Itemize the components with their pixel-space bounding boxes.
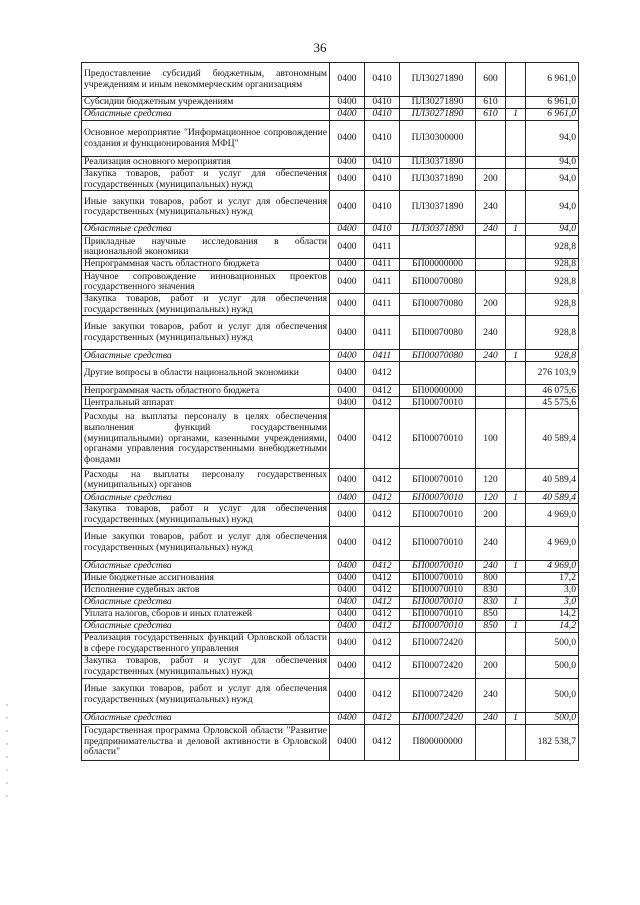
row-funding-source: 1	[506, 596, 526, 608]
row-amount: 94,0	[526, 224, 579, 236]
row-name: Субсидии бюджетным учреждениям	[82, 97, 330, 109]
row-funding-source	[506, 572, 526, 584]
table-row	[82, 492, 579, 504]
row-section-code: 0400	[330, 678, 365, 712]
row-subsection-code: 0411	[365, 259, 400, 271]
row-funding-source	[506, 608, 526, 620]
row-expense-type: 830	[476, 596, 506, 608]
row-amount: 4 969,0	[526, 504, 579, 526]
row-subsection-code: 0410	[365, 63, 400, 97]
row-expense-type: 800	[476, 572, 506, 584]
table-row	[82, 109, 579, 121]
row-expense-type: 100	[476, 409, 506, 469]
row-expense-type	[476, 362, 506, 385]
row-expense-type: 240	[476, 224, 506, 236]
row-name: Иные закупки товаров, работ и услуг для обеспечения государственных (муниципальных) нужд	[82, 526, 330, 560]
row-expense-type: 200	[476, 169, 506, 191]
table-row	[82, 350, 579, 362]
row-expense-type: 600	[476, 63, 506, 97]
row-subsection-code: 0411	[365, 271, 400, 294]
row-name: Областные средства	[82, 620, 330, 632]
row-section-code: 0400	[330, 526, 365, 560]
row-section-code: 0400	[330, 608, 365, 620]
row-section-code: 0400	[330, 397, 365, 409]
row-subsection-code: 0412	[365, 620, 400, 632]
row-funding-source	[506, 63, 526, 97]
row-name: Областные средства	[82, 492, 330, 504]
row-name: Закупка товаров, работ и услуг для обеспечения государственных (муниципальных) нужд	[82, 169, 330, 191]
row-target-article: БП00072420	[400, 712, 476, 724]
row-subsection-code: 0412	[365, 492, 400, 504]
row-section-code: 0400	[330, 259, 365, 271]
row-funding-source	[506, 191, 526, 224]
row-target-article: БП00072420	[400, 678, 476, 712]
table-row	[82, 169, 579, 191]
row-name: Иные закупки товаров, работ и услуг для обеспечения государственных (муниципальных) нужд	[82, 191, 330, 224]
row-name: Областные средства	[82, 350, 330, 362]
row-funding-source	[506, 409, 526, 469]
row-amount: 14,2	[526, 608, 579, 620]
table-row	[82, 724, 579, 760]
row-expense-type: 850	[476, 620, 506, 632]
row-amount: 276 103,9	[526, 362, 579, 385]
row-expense-type: 240	[476, 678, 506, 712]
row-funding-source	[506, 678, 526, 712]
row-amount: 500,0	[526, 655, 579, 678]
row-subsection-code: 0412	[365, 572, 400, 584]
row-section-code: 0400	[330, 362, 365, 385]
row-expense-type	[476, 259, 506, 271]
row-funding-source: 1	[506, 224, 526, 236]
row-section-code: 0400	[330, 492, 365, 504]
row-name: Непрограммная часть областного бюджета	[82, 385, 330, 397]
row-funding-source	[506, 259, 526, 271]
row-subsection-code: 0412	[365, 724, 400, 760]
row-section-code: 0400	[330, 294, 365, 316]
table-row	[82, 63, 579, 97]
row-name: Предоставление субсидий бюджетным, автономным учреждениям и иным некоммерческим организациям	[82, 63, 330, 97]
row-subsection-code: 0410	[365, 121, 400, 157]
row-amount: 94,0	[526, 191, 579, 224]
row-funding-source: 1	[506, 620, 526, 632]
row-expense-type: 200	[476, 504, 506, 526]
row-subsection-code: 0412	[365, 504, 400, 526]
row-funding-source: 1	[506, 350, 526, 362]
row-funding-source	[506, 584, 526, 596]
row-name: Областные средства	[82, 596, 330, 608]
row-expense-type: 120	[476, 469, 506, 492]
row-funding-source	[506, 169, 526, 191]
row-target-article: БП00070080	[400, 271, 476, 294]
row-expense-type: 240	[476, 712, 506, 724]
row-amount: 46 075,6	[526, 385, 579, 397]
row-expense-type: 850	[476, 608, 506, 620]
row-funding-source: 1	[506, 712, 526, 724]
row-expense-type	[476, 397, 506, 409]
row-target-article: БП00070010	[400, 504, 476, 526]
row-name: Областные средства	[82, 109, 330, 121]
row-name: Основное мероприятие "Информационное сопровождение создания и функционирования МФЦ"	[82, 121, 330, 157]
row-section-code: 0400	[330, 632, 365, 655]
row-expense-type: 200	[476, 294, 506, 316]
row-amount: 500,0	[526, 678, 579, 712]
row-section-code: 0400	[330, 584, 365, 596]
row-expense-type	[476, 724, 506, 760]
table-row	[82, 409, 579, 469]
row-amount: 928,8	[526, 236, 579, 259]
row-target-article: ПЛ30371890	[400, 224, 476, 236]
row-subsection-code: 0411	[365, 236, 400, 259]
row-section-code: 0400	[330, 385, 365, 397]
row-section-code: 0400	[330, 157, 365, 169]
row-target-article: ПЛ30371890	[400, 191, 476, 224]
row-name: Областные средства	[82, 712, 330, 724]
row-funding-source	[506, 316, 526, 350]
row-subsection-code: 0412	[365, 584, 400, 596]
table-row	[82, 526, 579, 560]
row-expense-type: 240	[476, 316, 506, 350]
table-row	[82, 236, 579, 259]
row-funding-source	[506, 294, 526, 316]
budget-table	[81, 62, 579, 761]
row-amount: 4 969,0	[526, 560, 579, 572]
row-name: Закупка товаров, работ и услуг для обеспечения государственных (муниципальных) нужд	[82, 504, 330, 526]
row-expense-type: 240	[476, 191, 506, 224]
row-target-article: БП00070010	[400, 526, 476, 560]
row-expense-type: 610	[476, 109, 506, 121]
row-subsection-code: 0410	[365, 191, 400, 224]
row-subsection-code: 0410	[365, 109, 400, 121]
budget-table-body	[82, 63, 579, 761]
table-row	[82, 620, 579, 632]
row-name: Исполнение судебных актов	[82, 584, 330, 596]
row-target-article: ПЛ30271890	[400, 97, 476, 109]
row-name: Уплата налогов, сборов и иных платежей	[82, 608, 330, 620]
row-subsection-code: 0412	[365, 409, 400, 469]
row-name: Областные средства	[82, 224, 330, 236]
row-funding-source	[506, 504, 526, 526]
row-section-code: 0400	[330, 724, 365, 760]
row-amount: 182 538,7	[526, 724, 579, 760]
row-target-article: БП00070010	[400, 560, 476, 572]
row-name: Центральный аппарат	[82, 397, 330, 409]
row-amount: 6 961,0	[526, 109, 579, 121]
row-name: Иные закупки товаров, работ и услуг для обеспечения государственных (муниципальных) нужд	[82, 316, 330, 350]
row-name: Расходы на выплаты персоналу государственных (муниципальных) органов	[82, 469, 330, 492]
row-section-code: 0400	[330, 504, 365, 526]
row-target-article: БП00070010	[400, 469, 476, 492]
row-amount: 3,0	[526, 596, 579, 608]
row-section-code: 0400	[330, 350, 365, 362]
row-amount: 928,8	[526, 350, 579, 362]
table-row	[82, 560, 579, 572]
row-section-code: 0400	[330, 97, 365, 109]
row-section-code: 0400	[330, 409, 365, 469]
row-subsection-code: 0412	[365, 397, 400, 409]
row-target-article: БП00070010	[400, 620, 476, 632]
row-amount: 3,0	[526, 584, 579, 596]
table-row	[82, 712, 579, 724]
row-funding-source	[506, 655, 526, 678]
row-subsection-code: 0410	[365, 97, 400, 109]
row-expense-type: 240	[476, 526, 506, 560]
table-row	[82, 362, 579, 385]
row-subsection-code: 0411	[365, 294, 400, 316]
table-row	[82, 294, 579, 316]
table-row	[82, 271, 579, 294]
table-row	[82, 259, 579, 271]
row-name: Реализация государственных функций Орловской области в сфере государственного управления	[82, 632, 330, 655]
row-subsection-code: 0412	[365, 655, 400, 678]
row-subsection-code: 0411	[365, 316, 400, 350]
row-expense-type	[476, 385, 506, 397]
table-row	[82, 655, 579, 678]
row-expense-type: 610	[476, 97, 506, 109]
row-subsection-code: 0412	[365, 678, 400, 712]
table-row	[82, 678, 579, 712]
row-target-article: БП00070080	[400, 294, 476, 316]
row-amount: 6 961,0	[526, 97, 579, 109]
row-section-code: 0400	[330, 236, 365, 259]
row-funding-source	[506, 632, 526, 655]
row-target-article: БП00070080	[400, 316, 476, 350]
row-target-article: БП00072420	[400, 655, 476, 678]
row-section-code: 0400	[330, 572, 365, 584]
row-section-code: 0400	[330, 224, 365, 236]
row-amount: 928,8	[526, 271, 579, 294]
table-row	[82, 632, 579, 655]
row-subsection-code: 0411	[365, 350, 400, 362]
row-expense-type: 240	[476, 350, 506, 362]
table-row	[82, 97, 579, 109]
row-name: Закупка товаров, работ и услуг для обеспечения государственных (муниципальных) нужд	[82, 655, 330, 678]
row-section-code: 0400	[330, 63, 365, 97]
row-subsection-code: 0412	[365, 385, 400, 397]
row-amount: 500,0	[526, 712, 579, 724]
row-amount: 94,0	[526, 121, 579, 157]
row-section-code: 0400	[330, 271, 365, 294]
row-name: Прикладные научные исследования в области национальной экономики	[82, 236, 330, 259]
row-name: Другие вопросы в области национальной экономики	[82, 362, 330, 385]
row-section-code: 0400	[330, 712, 365, 724]
row-target-article: П800000000	[400, 724, 476, 760]
row-subsection-code: 0412	[365, 560, 400, 572]
row-amount: 14,2	[526, 620, 579, 632]
row-name: Расходы на выплаты персоналу в целях обеспечения выполнения функций государственными (муниципальными) органами, казенными учреждениями, органами управления государственными внебюджетными фондами	[82, 409, 330, 469]
row-target-article: БП00072420	[400, 632, 476, 655]
row-name: Закупка товаров, работ и услуг для обеспечения государственных (муниципальных) нужд	[82, 294, 330, 316]
row-target-article: БП00070010	[400, 492, 476, 504]
row-amount: 94,0	[526, 157, 579, 169]
row-section-code: 0400	[330, 109, 365, 121]
row-section-code: 0400	[330, 316, 365, 350]
row-target-article	[400, 362, 476, 385]
row-funding-source	[506, 526, 526, 560]
row-subsection-code: 0412	[365, 362, 400, 385]
table-row	[82, 157, 579, 169]
row-target-article: БП00000000	[400, 385, 476, 397]
row-amount: 40 589,4	[526, 492, 579, 504]
row-section-code: 0400	[330, 655, 365, 678]
row-target-article: БП00070010	[400, 397, 476, 409]
row-target-article: БП00070010	[400, 409, 476, 469]
row-target-article: БП00070010	[400, 572, 476, 584]
row-subsection-code: 0412	[365, 712, 400, 724]
row-target-article: БП00070010	[400, 584, 476, 596]
margin-dots	[4, 700, 10, 810]
row-expense-type: 120	[476, 492, 506, 504]
row-amount: 40 589,4	[526, 409, 579, 469]
row-amount: 928,8	[526, 316, 579, 350]
table-row	[82, 191, 579, 224]
row-name: Иные бюджетные ассигнования	[82, 572, 330, 584]
row-funding-source	[506, 397, 526, 409]
row-funding-source	[506, 469, 526, 492]
row-name: Областные средства	[82, 560, 330, 572]
row-expense-type	[476, 121, 506, 157]
row-expense-type: 200	[476, 655, 506, 678]
table-row	[82, 584, 579, 596]
table-row	[82, 224, 579, 236]
table-row	[82, 397, 579, 409]
row-subsection-code: 0410	[365, 157, 400, 169]
row-name: Научное сопровождение инновационных проектов государственного значения	[82, 271, 330, 294]
row-subsection-code: 0412	[365, 526, 400, 560]
row-amount: 4 969,0	[526, 526, 579, 560]
row-target-article: БП00000000	[400, 259, 476, 271]
row-target-article: ПЛ30271890	[400, 63, 476, 97]
table-row	[82, 385, 579, 397]
row-amount: 6 961,0	[526, 63, 579, 97]
row-subsection-code: 0410	[365, 169, 400, 191]
row-section-code: 0400	[330, 169, 365, 191]
row-target-article: ПЛ30300000	[400, 121, 476, 157]
row-section-code: 0400	[330, 560, 365, 572]
row-target-article: ПЛ30271890	[400, 109, 476, 121]
row-expense-type: 240	[476, 560, 506, 572]
row-funding-source	[506, 236, 526, 259]
table-row	[82, 469, 579, 492]
table-row	[82, 121, 579, 157]
row-funding-source	[506, 271, 526, 294]
row-funding-source	[506, 157, 526, 169]
row-expense-type	[476, 271, 506, 294]
row-funding-source: 1	[506, 492, 526, 504]
table-row	[82, 608, 579, 620]
table-row	[82, 504, 579, 526]
row-expense-type	[476, 632, 506, 655]
row-section-code: 0400	[330, 620, 365, 632]
row-funding-source	[506, 97, 526, 109]
row-section-code: 0400	[330, 469, 365, 492]
row-target-article: БП00070010	[400, 596, 476, 608]
row-funding-source: 1	[506, 109, 526, 121]
row-name: Реализация основного мероприятия	[82, 157, 330, 169]
row-expense-type	[476, 236, 506, 259]
row-name: Непрограммная часть областного бюджета	[82, 259, 330, 271]
table-row	[82, 572, 579, 584]
row-funding-source	[506, 724, 526, 760]
row-target-article: ПЛ30371890	[400, 157, 476, 169]
row-target-article: ПЛ30371890	[400, 169, 476, 191]
row-funding-source	[506, 121, 526, 157]
row-target-article	[400, 236, 476, 259]
row-amount: 17,2	[526, 572, 579, 584]
row-amount: 928,8	[526, 294, 579, 316]
row-funding-source	[506, 362, 526, 385]
row-funding-source: 1	[506, 560, 526, 572]
row-section-code: 0400	[330, 121, 365, 157]
table-row	[82, 596, 579, 608]
row-section-code: 0400	[330, 596, 365, 608]
row-target-article: БП00070080	[400, 350, 476, 362]
row-expense-type: 830	[476, 584, 506, 596]
row-amount: 40 589,4	[526, 469, 579, 492]
row-amount: 500,0	[526, 632, 579, 655]
row-section-code: 0400	[330, 191, 365, 224]
table-row	[82, 316, 579, 350]
row-subsection-code: 0410	[365, 224, 400, 236]
row-name: Государственная программа Орловской области "Развитие предпринимательства и деловой активности в Орловской области"	[82, 724, 330, 760]
row-amount: 928,8	[526, 259, 579, 271]
row-subsection-code: 0412	[365, 608, 400, 620]
row-name: Иные закупки товаров, работ и услуг для обеспечения государственных (муниципальных) нужд	[82, 678, 330, 712]
page-number: 36	[313, 40, 327, 55]
row-amount: 94,0	[526, 169, 579, 191]
row-subsection-code: 0412	[365, 632, 400, 655]
row-subsection-code: 0412	[365, 469, 400, 492]
row-target-article: БП00070010	[400, 608, 476, 620]
row-subsection-code: 0412	[365, 596, 400, 608]
row-amount: 45 575,6	[526, 397, 579, 409]
row-expense-type	[476, 157, 506, 169]
row-funding-source	[506, 385, 526, 397]
